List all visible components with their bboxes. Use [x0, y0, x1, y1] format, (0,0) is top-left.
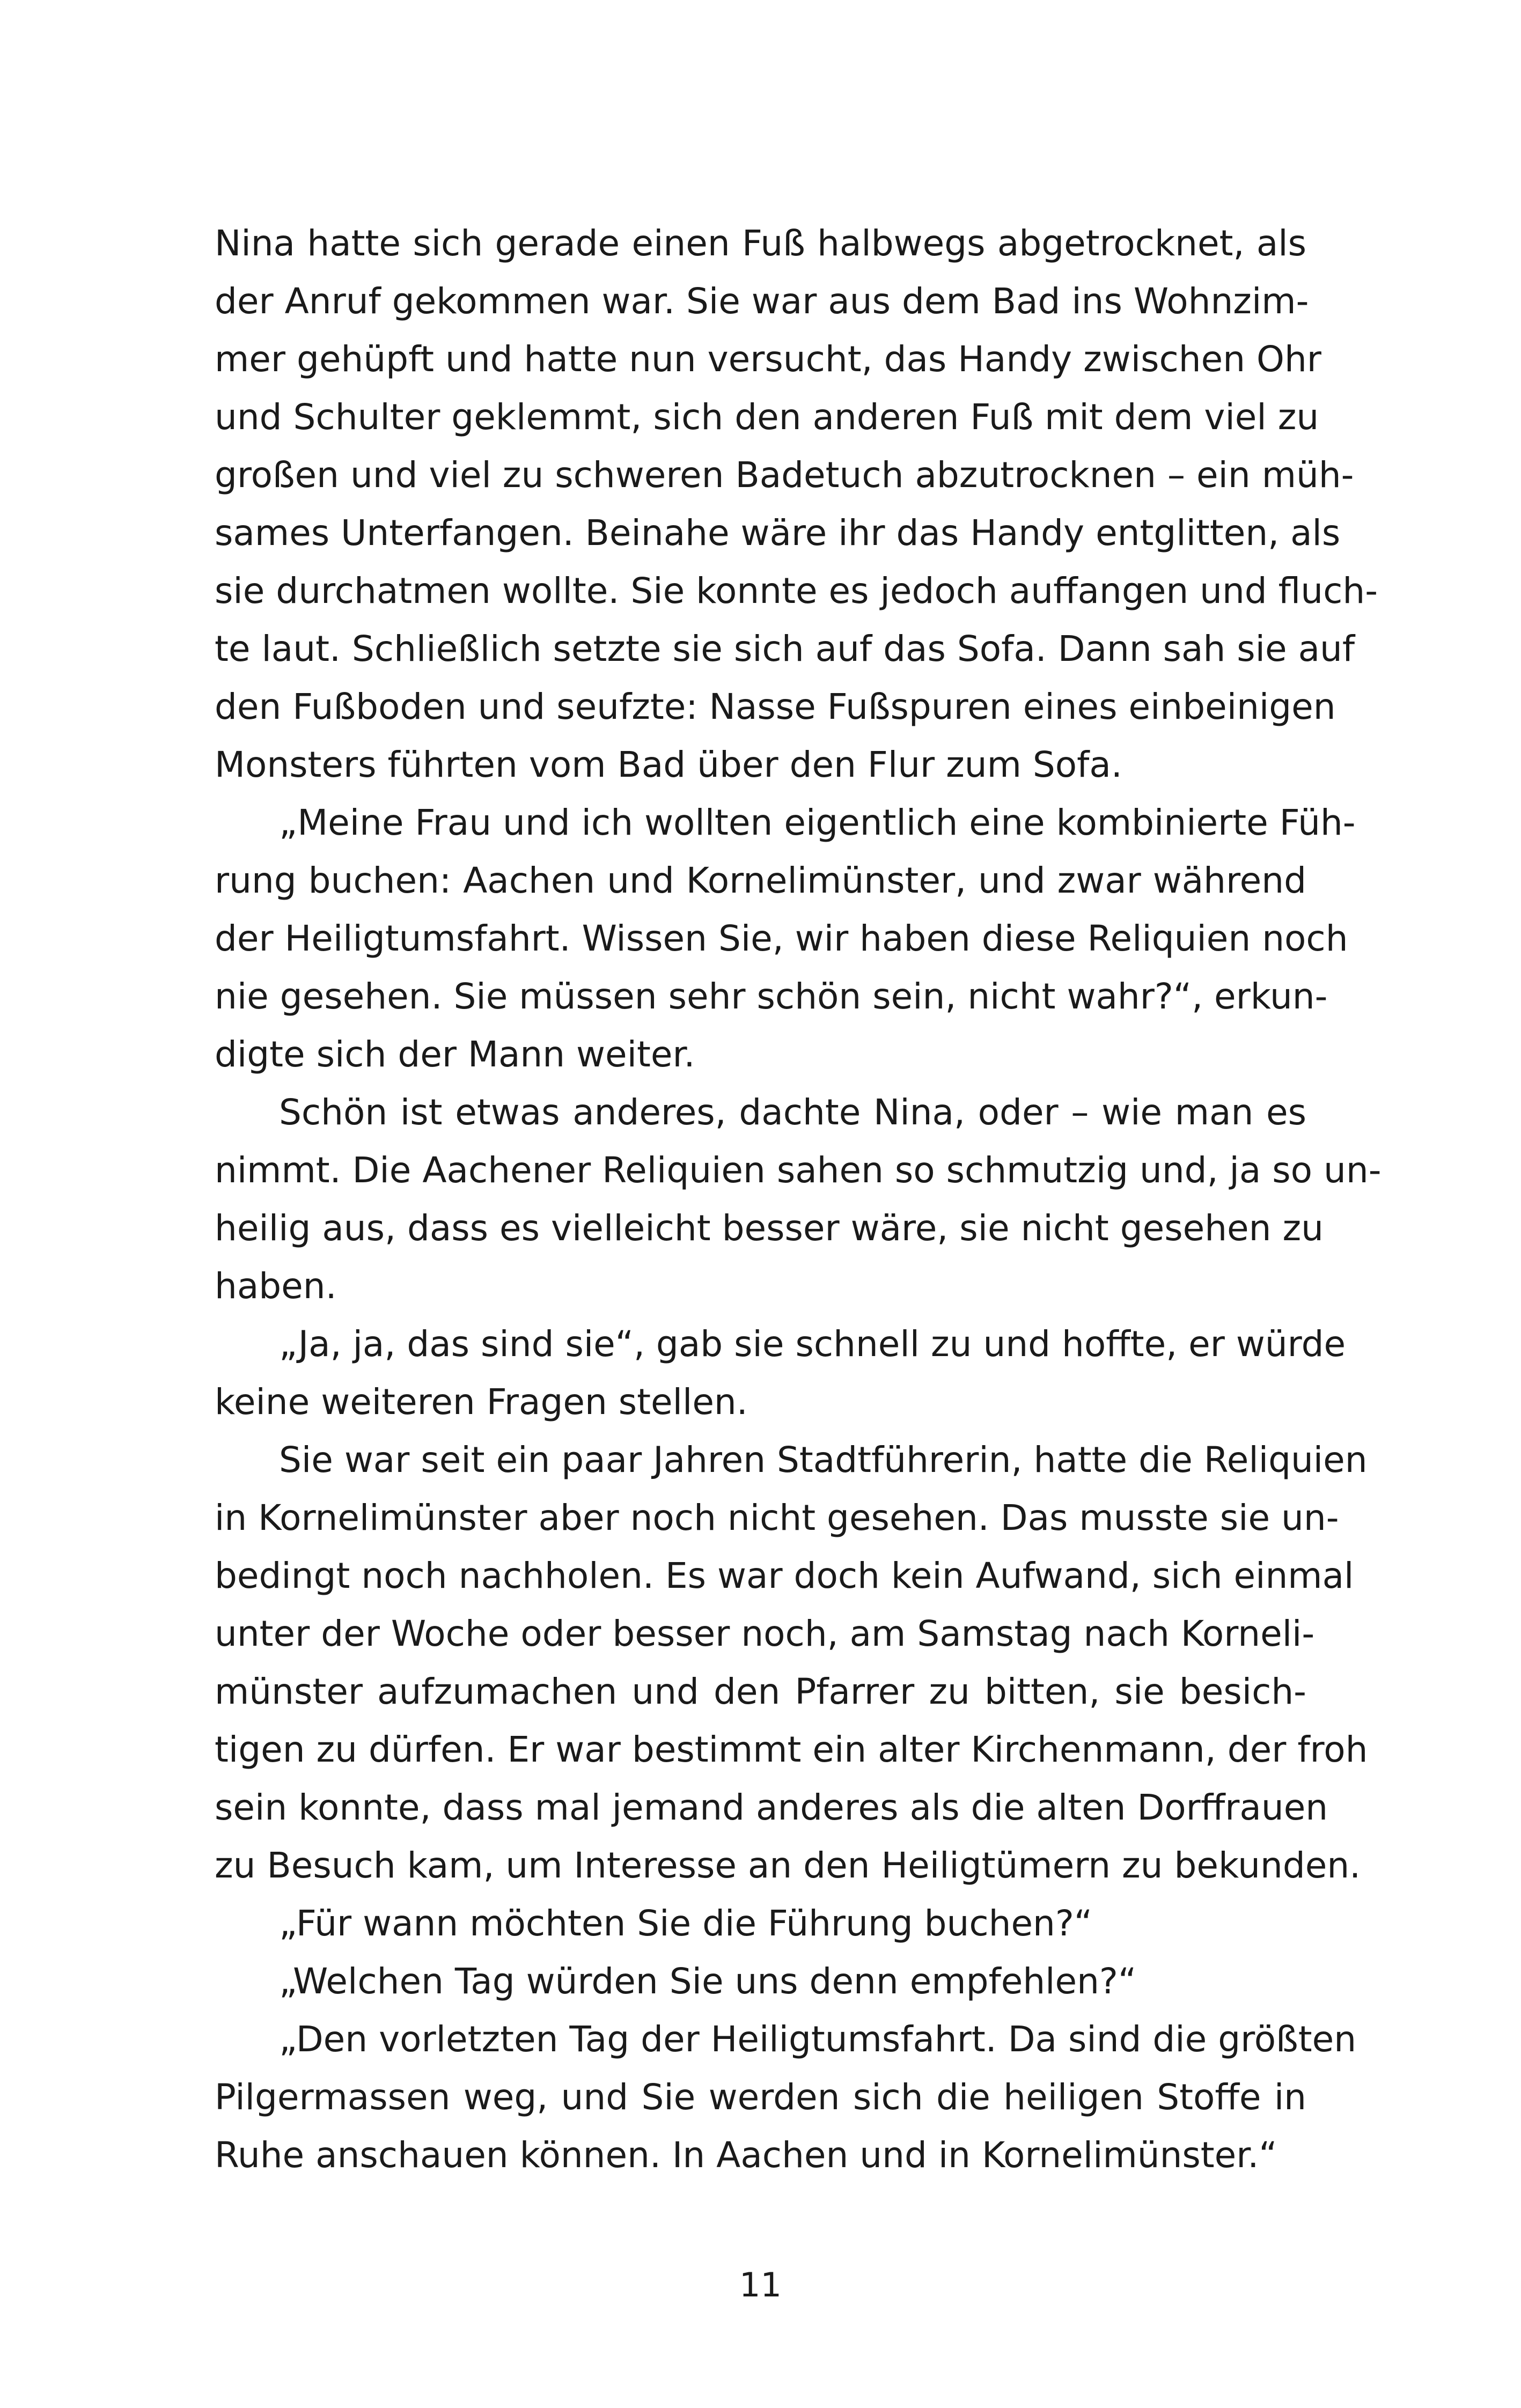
text-line: der Anruf gekommen war. Sie war aus dem Bad ins Wohnzim- [215, 281, 1309, 322]
text-line: sein konnte, dass mal jemand anderes als die alten Dorffrauen [215, 1787, 1328, 1828]
text-line: „Meine Frau und ich wollten eigentlich eine kombinierte Füh- [279, 802, 1356, 843]
text-line: der Heiligtumsfahrt. Wissen Sie, wir haben diese Reliquien noch [215, 918, 1348, 959]
text-line: großen und viel zu schweren Badetuch abzutrocknen – ein müh- [215, 454, 1354, 496]
text-line: heilig aus, dass es vielleicht besser wäre, sie nicht gesehen zu [215, 1207, 1324, 1249]
text-line: sie durchatmen wollte. Sie konnte es jedoch auffangen und fluch- [215, 570, 1378, 612]
text-line: sames Unterfangen. Beinahe wäre ihr das Handy entglitten, als [215, 512, 1341, 554]
text-line: Ruhe anschauen können. In Aachen und in Kornelimünster.“ [215, 2134, 1277, 2176]
text-line: Sie war seit ein paar Jahren Stadtführerin, hatte die Reliquien [279, 1439, 1368, 1481]
text-line: bedingt noch nachholen. Es war doch kein Aufwand, sich einmal [215, 1555, 1354, 1596]
text-line: rung buchen: Aachen und Kornelimünster, und zwar während [215, 860, 1306, 901]
text-line: und Schulter geklemmt, sich den anderen Fuß mit dem viel zu [215, 396, 1319, 438]
text-line: zu Besuch kam, um Interesse an den Heiligtümern zu bekunden. [215, 1845, 1361, 1886]
body-text [215, 215, 1382, 2184]
text-line: „Welchen Tag würden Sie uns denn empfehlen?“ [279, 1961, 1137, 2002]
text-line: münster aufzumachen und den Pfarrer zu bitten, sie besich- [215, 1671, 1306, 1712]
text-line: „Für wann möchten Sie die Führung buchen?“ [279, 1903, 1093, 1944]
text-line: nimmt. Die Aachener Reliquien sahen so schmutzig und, ja so un- [215, 1150, 1382, 1191]
page-number: 11 [739, 2265, 782, 2304]
text-line: te laut. Schließlich setzte sie sich auf das Sofa. Dann sah sie auf [215, 628, 1355, 669]
text-line: den Fußboden und seufzte: Nasse Fußspuren eines einbeinigen [215, 686, 1336, 727]
text-line: Monsters führten vom Bad über den Flur zum Sofa. [215, 744, 1122, 785]
text-line: haben. [215, 1265, 337, 1307]
text-line: keine weiteren Fragen stellen. [215, 1381, 748, 1423]
text-line: „Den vorletzten Tag der Heiligtumsfahrt. Da sind die größten [279, 2019, 1357, 2060]
text-line: Schön ist etwas anderes, dachte Nina, oder – wie man es [279, 1092, 1306, 1133]
text-line: mer gehüpft und hatte nun versucht, das Handy zwischen Ohr [215, 338, 1321, 380]
text-line: Pilgermassen weg, und Sie werden sich die heiligen Stoffe in [215, 2076, 1306, 2118]
text-line: in Kornelimünster aber noch nicht gesehen. Das musste sie un- [215, 1497, 1339, 1538]
text-line: digte sich der Mann weiter. [215, 1034, 695, 1075]
text-line: nie gesehen. Sie müssen sehr schön sein, nicht wahr?“, erkun- [215, 976, 1328, 1017]
text-line: Nina hatte sich gerade einen Fuß halbwegs abgetrocknet, als [215, 223, 1306, 264]
text-line: tigen zu dürfen. Er war bestimmt ein alter Kirchenmann, der froh [215, 1729, 1368, 1770]
text-line: unter der Woche oder besser noch, am Samstag nach Korneli- [215, 1613, 1315, 1654]
text-line: „Ja, ja, das sind sie“, gab sie schnell zu und hoffte, er würde [279, 1323, 1346, 1365]
